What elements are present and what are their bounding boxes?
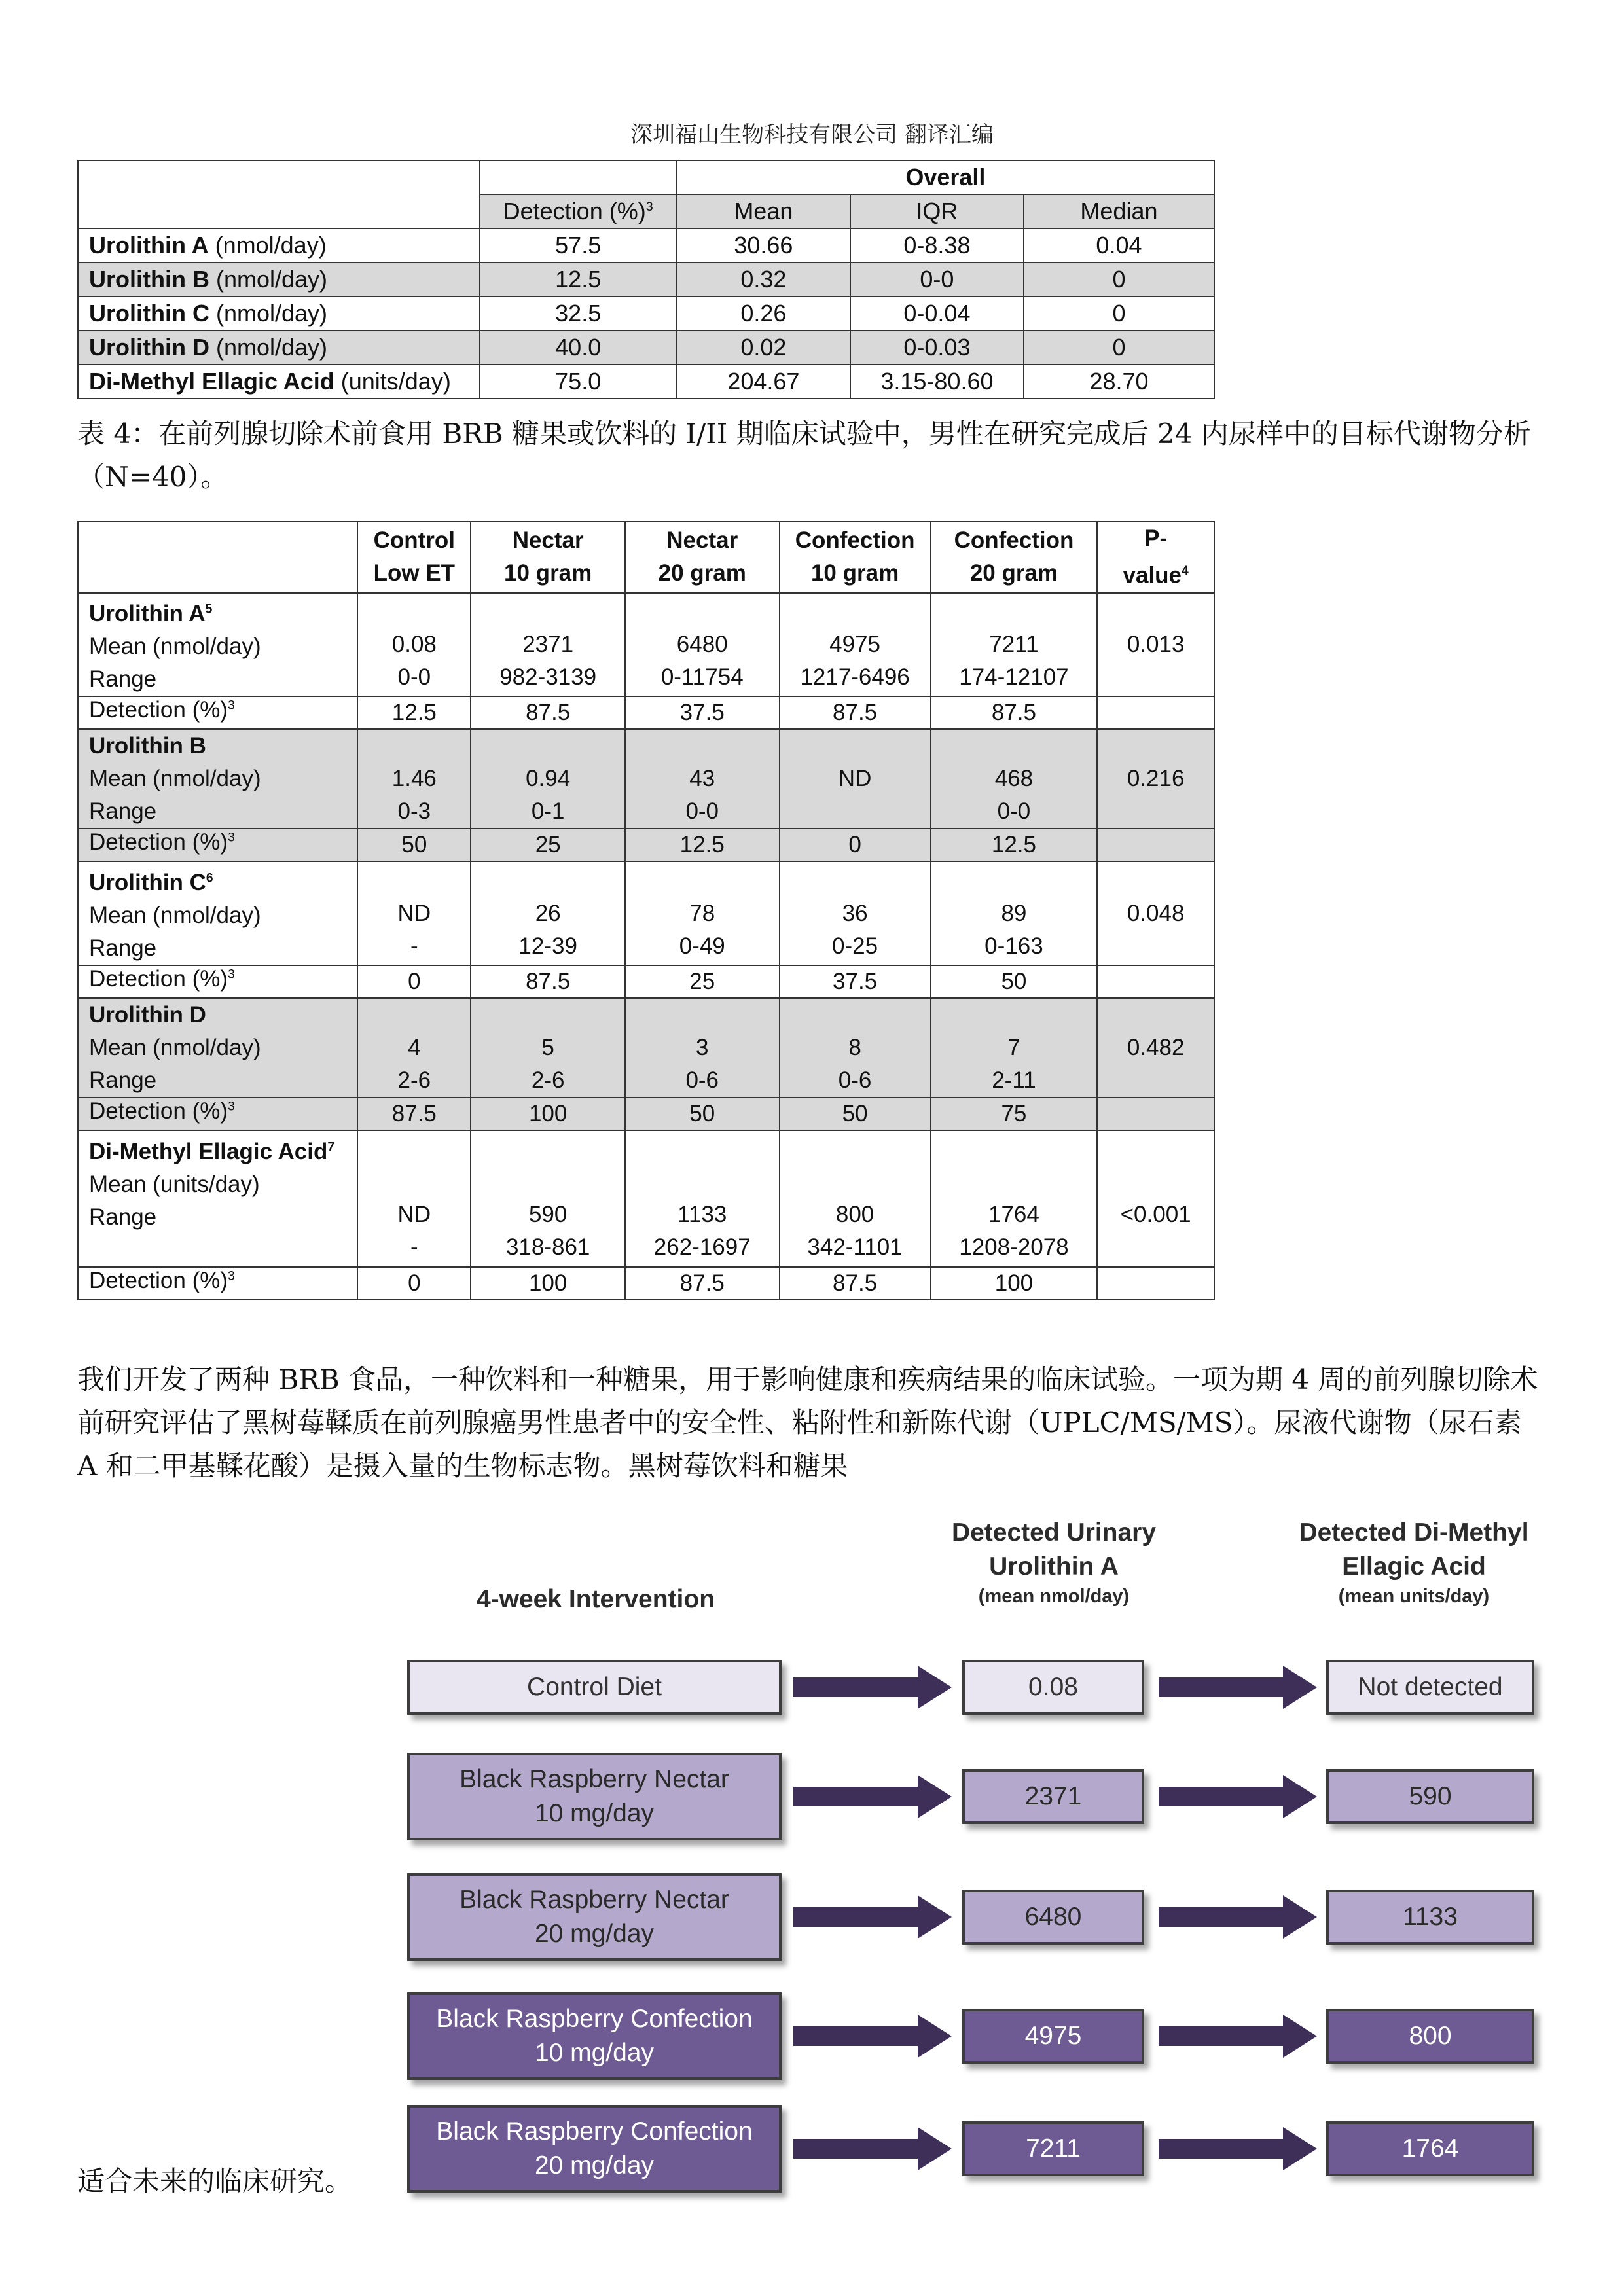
cell: 57.5 bbox=[480, 228, 677, 262]
intervention-box: Black Raspberry Confection 10 mg/day bbox=[407, 1992, 782, 2080]
table2-detection-row bbox=[78, 829, 1214, 861]
detection-label: Detection (%)$^3$ bbox=[78, 965, 357, 998]
cell: 12.5 bbox=[480, 262, 677, 296]
group-cell: 78 0-49 bbox=[625, 861, 780, 965]
detection-cell: 37.5 bbox=[780, 965, 931, 998]
detection-cell: 37.5 bbox=[625, 696, 780, 729]
table-caption: 表 4：在前列腺切除术前食用 BRB 糖果或饮料的 I/II 期临床试验中，男性在研究完成后 24 内尿样中的目标代谢物分析（N=40）。 bbox=[77, 418, 1531, 493]
detection-cell: 87.5 bbox=[625, 1267, 780, 1300]
right-arrow-icon bbox=[793, 2126, 952, 2172]
group-cell: 0.94 0-1 bbox=[471, 729, 625, 829]
group-cell: ND bbox=[780, 729, 931, 829]
ellagic-value-box: Not detected bbox=[1326, 1660, 1534, 1715]
detection-cell: 0 bbox=[780, 829, 931, 861]
group-cell: 7211 174-12107 bbox=[931, 593, 1098, 697]
detection-p-blank bbox=[1097, 1267, 1214, 1300]
right-arrow-icon bbox=[1159, 2013, 1317, 2059]
p-value-cell: 0.482 bbox=[1097, 998, 1214, 1098]
group-label: Urolithin B Mean (nmol/day) Range bbox=[78, 729, 357, 829]
urolithin-value-box: 0.08 bbox=[962, 1660, 1144, 1715]
metabolite-by-arm-table bbox=[77, 521, 1215, 1300]
group-label: Urolithin $A^5$ Mean (nmol/day) Range bbox=[78, 593, 357, 697]
table1-row bbox=[78, 262, 1214, 296]
cell: 0.04 bbox=[1024, 228, 1214, 262]
group-cell: ND - bbox=[357, 861, 471, 965]
group-cell: 89 0-163 bbox=[931, 861, 1098, 965]
col-nectar-20: Nectar 20 gram bbox=[625, 522, 780, 593]
col-p-value: P- value$^4$ bbox=[1097, 522, 1214, 593]
group-label: Urolithin D Mean (nmol/day) Range bbox=[78, 998, 357, 1098]
ellagic-value-box: 800 bbox=[1326, 2009, 1534, 2064]
detection-cell: 87.5 bbox=[780, 696, 931, 729]
cell: 0.32 bbox=[677, 262, 850, 296]
cell: 0-0 bbox=[850, 262, 1024, 296]
right-arrow-icon bbox=[1159, 2126, 1317, 2172]
cell: 0-0.03 bbox=[850, 331, 1024, 365]
intervention-box: Black Raspberry Nectar 20 mg/day bbox=[407, 1873, 782, 1961]
table2-group-row bbox=[78, 861, 1214, 965]
col-confection-20: Confection 20 gram bbox=[931, 522, 1098, 593]
group-cell: 468 0-0 bbox=[931, 729, 1098, 829]
group-cell: 1133 262-1697 bbox=[625, 1130, 780, 1267]
overall-metabolite-table bbox=[77, 160, 1215, 399]
right-arrow-icon bbox=[793, 1894, 952, 1940]
row-label: Di-Methyl Ellagic Acid (units/day) bbox=[78, 365, 480, 399]
group-cell: 1.46 0-3 bbox=[357, 729, 471, 829]
cell: 204.67 bbox=[677, 365, 850, 399]
p-value-cell: 0.013 bbox=[1097, 593, 1214, 697]
row-label: Urolithin D (nmol/day) bbox=[78, 331, 480, 365]
detection-cell: 50 bbox=[780, 1098, 931, 1130]
table1-col-iqr: IQR bbox=[850, 194, 1024, 228]
detection-p-blank bbox=[1097, 965, 1214, 998]
group-cell: 7 2-11 bbox=[931, 998, 1098, 1098]
group-cell: 26 12-39 bbox=[471, 861, 625, 965]
table1-col-detection: Detection (%)$^3$ bbox=[480, 194, 677, 228]
detection-cell: 100 bbox=[931, 1267, 1098, 1300]
detection-p-blank bbox=[1097, 829, 1214, 861]
table1-row bbox=[78, 331, 1214, 365]
group-label: Urolithin $C^6$ Mean (nmol/day) Range bbox=[78, 861, 357, 965]
ellagic-value-box: 1764 bbox=[1326, 2121, 1534, 2176]
group-cell: 590 318-861 bbox=[471, 1130, 625, 1267]
p-value-cell: 0.216 bbox=[1097, 729, 1214, 829]
table2-group-row bbox=[78, 729, 1214, 829]
detection-cell: 87.5 bbox=[357, 1098, 471, 1130]
table2-detection-row bbox=[78, 965, 1214, 998]
right-arrow-icon bbox=[793, 2013, 952, 2059]
detection-label: Detection (%)$^3$ bbox=[78, 1098, 357, 1130]
right-arrow-icon bbox=[793, 1774, 952, 1820]
table1-col-mean: Mean bbox=[677, 194, 850, 228]
detection-cell: 87.5 bbox=[931, 696, 1098, 729]
ellagic-header: Detected Di-Methyl Ellagic Acid (mean units/day) bbox=[1299, 1518, 1529, 1607]
table2-detection-row bbox=[78, 696, 1214, 729]
urolithin-value-box: 4975 bbox=[962, 2009, 1144, 2064]
cell: 0-8.38 bbox=[850, 228, 1024, 262]
cell: 0-0.04 bbox=[850, 296, 1024, 331]
cell: 0.26 bbox=[677, 296, 850, 331]
table1-col-median: Median bbox=[1024, 194, 1214, 228]
urolithin-value-box: 2371 bbox=[962, 1769, 1144, 1824]
cell: 40.0 bbox=[480, 331, 677, 365]
table1-blank-top bbox=[480, 160, 677, 194]
table1-corner bbox=[78, 160, 480, 228]
body-paragraph: 我们开发了两种 BRB 食品，一种饮料和一种糖果，用于影响健康和疾病结果的临床试验。一项为期 4 周的前列腺切除术前研究评估了黑树莓鞣质在前列腺癌男性患者中的安全性、粘附性和新陈代谢（UPLC/MS/MS）。尿液代谢物（尿石素 A 和二甲基鞣花酸）是摄入量的生物标志物。黑树莓饮料和糖果 bbox=[77, 1363, 1538, 1482]
intervention-box: Black Raspberry Confection 20 mg/day bbox=[407, 2105, 782, 2193]
group-cell: 4975 1217-6496 bbox=[780, 593, 931, 697]
cell: 0 bbox=[1024, 296, 1214, 331]
row-label: Urolithin C (nmol/day) bbox=[78, 296, 480, 331]
urolithin-value-box: 6480 bbox=[962, 1890, 1144, 1945]
cell: 0 bbox=[1024, 331, 1214, 365]
right-arrow-icon bbox=[793, 1664, 952, 1710]
cell: 0.02 bbox=[677, 331, 850, 365]
table1-group-header: Overall bbox=[677, 160, 1214, 194]
body-paragraph-tail: 适合未来的临床研究。 bbox=[77, 2165, 353, 2197]
col-confection-10: Confection 10 gram bbox=[780, 522, 931, 593]
detection-cell: 100 bbox=[471, 1098, 625, 1130]
detection-cell: 12.5 bbox=[625, 829, 780, 861]
table2-detection-row bbox=[78, 1098, 1214, 1130]
table2-corner bbox=[78, 522, 357, 593]
p-value-cell: 0.048 bbox=[1097, 861, 1214, 965]
group-label: Di-Methyl Ellagic Acid$^7$ Mean (units/day) Range bbox=[78, 1130, 357, 1267]
document-header: 深圳福山生物科技有限公司 翻译汇编 bbox=[630, 122, 994, 148]
detection-cell: 0 bbox=[357, 1267, 471, 1300]
right-arrow-icon bbox=[1159, 1664, 1317, 1710]
detection-cell: 50 bbox=[357, 829, 471, 861]
detection-cell: 87.5 bbox=[780, 1267, 931, 1300]
group-cell: 8 0-6 bbox=[780, 998, 931, 1098]
detection-cell: 100 bbox=[471, 1267, 625, 1300]
group-cell: 36 0-25 bbox=[780, 861, 931, 965]
detection-label: Detection (%)$^3$ bbox=[78, 1267, 357, 1300]
cell: 3.15-80.60 bbox=[850, 365, 1024, 399]
ellagic-value-box: 1133 bbox=[1326, 1890, 1534, 1945]
table2-group-row bbox=[78, 1130, 1214, 1267]
intervention-box: Black Raspberry Nectar 10 mg/day bbox=[407, 1753, 782, 1840]
detection-cell: 87.5 bbox=[471, 696, 625, 729]
detection-cell: 25 bbox=[471, 829, 625, 861]
urolithin-header: Detected Urinary Urolithin A (mean nmol/day) bbox=[951, 1518, 1157, 1607]
detection-p-blank bbox=[1097, 1098, 1214, 1130]
detection-cell: 75 bbox=[931, 1098, 1098, 1130]
intervention-box: Control Diet bbox=[407, 1660, 782, 1715]
detection-label: Detection (%)$^3$ bbox=[78, 829, 357, 861]
group-cell: 800 342-1101 bbox=[780, 1130, 931, 1267]
detection-cell: 50 bbox=[625, 1098, 780, 1130]
intervention-header: 4-week Intervention bbox=[476, 1585, 715, 1613]
right-arrow-icon bbox=[1159, 1894, 1317, 1940]
detection-cell: 12.5 bbox=[357, 696, 471, 729]
cell: 75.0 bbox=[480, 365, 677, 399]
detection-cell: 50 bbox=[931, 965, 1098, 998]
group-cell: 0.08 0-0 bbox=[357, 593, 471, 697]
urolithin-value-box: 7211 bbox=[962, 2121, 1144, 2176]
row-label: Urolithin A (nmol/day) bbox=[78, 228, 480, 262]
cell: 32.5 bbox=[480, 296, 677, 331]
ellagic-value-box: 590 bbox=[1326, 1769, 1534, 1824]
table2-group-row bbox=[78, 593, 1214, 697]
detection-cell: 0 bbox=[357, 965, 471, 998]
table1-row bbox=[78, 228, 1214, 262]
detection-p-blank bbox=[1097, 696, 1214, 729]
detection-cell: 87.5 bbox=[471, 965, 625, 998]
detection-label: Detection (%)$^3$ bbox=[78, 696, 357, 729]
table2-detection-row bbox=[78, 1267, 1214, 1300]
cell: 30.66 bbox=[677, 228, 850, 262]
p-value-cell: <0.001 bbox=[1097, 1130, 1214, 1267]
right-arrow-icon bbox=[1159, 1774, 1317, 1820]
cell: 0 bbox=[1024, 262, 1214, 296]
group-cell: 3 0-6 bbox=[625, 998, 780, 1098]
group-cell: 1764 1208-2078 bbox=[931, 1130, 1098, 1267]
group-cell: 6480 0-11754 bbox=[625, 593, 780, 697]
group-cell: 2371 982-3139 bbox=[471, 593, 625, 697]
row-label: Urolithin B (nmol/day) bbox=[78, 262, 480, 296]
table1-row bbox=[78, 365, 1214, 399]
group-cell: 43 0-0 bbox=[625, 729, 780, 829]
table1-row bbox=[78, 296, 1214, 331]
col-control: Control Low ET bbox=[357, 522, 471, 593]
group-cell: 5 2-6 bbox=[471, 998, 625, 1098]
group-cell: ND - bbox=[357, 1130, 471, 1267]
detection-cell: 12.5 bbox=[931, 829, 1098, 861]
col-nectar-10: Nectar 10 gram bbox=[471, 522, 625, 593]
cell: 28.70 bbox=[1024, 365, 1214, 399]
detection-cell: 25 bbox=[625, 965, 780, 998]
table2-group-row bbox=[78, 998, 1214, 1098]
group-cell: 4 2-6 bbox=[357, 998, 471, 1098]
